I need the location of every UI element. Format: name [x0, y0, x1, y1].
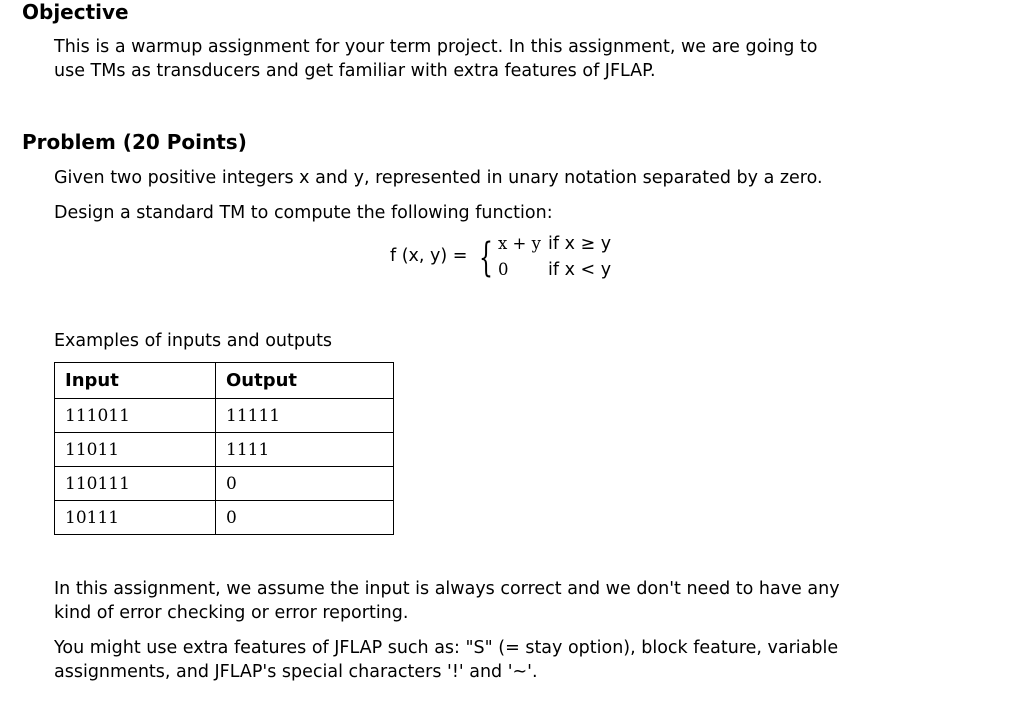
formula-case1-expr: x + y: [498, 234, 541, 253]
formula-case1-cond: if x ≥ y: [548, 234, 612, 254]
note-input-correct-line-1: In this assignment, we assume the input is always correct and we don't need to have any: [54, 579, 840, 599]
note-jflap-features-line-2: assignments, and JFLAP's special characters '!' and '~'.: [54, 662, 538, 682]
table-header-input: Input: [55, 363, 216, 399]
table-cell-input: 10111: [55, 501, 216, 535]
table-row: [55, 501, 394, 535]
table-cell-output: 0: [216, 501, 394, 535]
formula-case2-cond: if x < y: [548, 260, 612, 280]
table-row: [55, 467, 394, 501]
objective-heading: Objective: [22, 0, 129, 24]
objective-text-line-1: This is a warmup assignment for your term project. In this assignment, we are going to: [54, 37, 818, 57]
formula-brace: {: [479, 235, 493, 281]
table-row: [55, 399, 394, 433]
table-cell-input: 11011: [55, 433, 216, 467]
table-header-output: Output: [216, 363, 394, 399]
table-cell-input: 110111: [55, 467, 216, 501]
problem-given-text: Given two positive integers x and y, represented in unary notation separated by a zero.: [54, 168, 823, 188]
table-cell-output: 1111: [216, 433, 394, 467]
table-cell-output: 0: [216, 467, 394, 501]
objective-text-line-2: use TMs as transducers and get familiar with extra features of JFLAP.: [54, 61, 656, 81]
note-input-correct-line-2: kind of error checking or error reporting.: [54, 603, 409, 623]
formula-case2-expr: 0: [498, 260, 509, 279]
examples-table: [54, 362, 394, 535]
table-row: [55, 433, 394, 467]
problem-design-text: Design a standard TM to compute the following function:: [54, 203, 553, 223]
problem-heading: Problem (20 Points): [22, 130, 247, 154]
note-jflap-features-line-1: You might use extra features of JFLAP such as: "S" (= stay option), block feature, variable: [54, 638, 839, 658]
formula-lhs: f (x, y) =: [390, 246, 468, 266]
table-header-row: [55, 363, 394, 399]
examples-label: Examples of inputs and outputs: [54, 331, 333, 351]
table-cell-input: 111011: [55, 399, 216, 433]
table-cell-output: 11111: [216, 399, 394, 433]
